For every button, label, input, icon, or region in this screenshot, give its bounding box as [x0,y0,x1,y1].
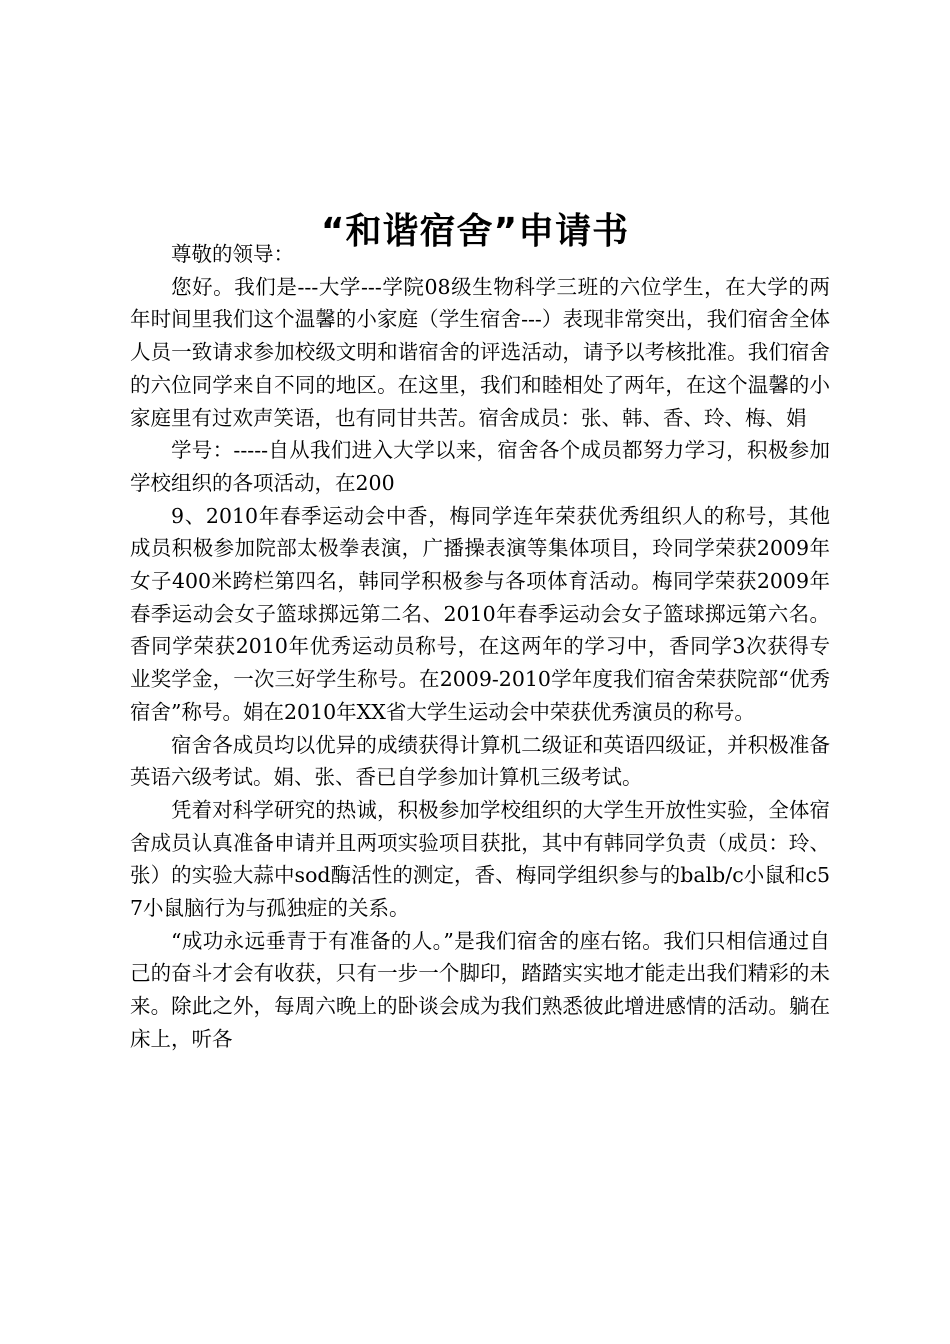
paragraph-sports-awards: 9、2010年春季运动会中香，梅同学连年荣获优秀组织人的称号，其他成员积极参加院部太极拳表演，广播操表演等集体项目，玲同学荣获2009年女子400米跨栏第四名，韩同学积极参与各项体育活动。梅同学荣获2009年春季运动会女子篮球掷远第二名、2010年春季运动会女子篮球掷远第六名。香同学荣获2010年优秀运动员称号，在这两年的学习中，香同学3次获得专业奖学金，一次三好学生称号。在2009-2010学年度我们宿舍荣获院部“优秀宿舍”称号。娟在2010年XX省大学生运动会中荣获优秀演员的称号。 [130,503,830,724]
paragraph-research: 凭着对科学研究的热诚，积极参加学校组织的大学生开放性实验，全体宿舍成员认真准备申请并且两项实验项目获批，其中有韩同学负责（成员：玲、张）的实验大蒜中sod酶活性的测定，香、梅同学组织参与的balb/c小鼠和c57小鼠脑行为与孤独症的关系。 [130,797,830,921]
paragraph-certificates: 宿舍各成员均以优异的成绩获得计算机二级证和英语四级证，并积极准备英语六级考试。娟、张、香已自学参加计算机三级考试。 [130,732,830,790]
paragraph-greeting: 您好。我们是---大学---学院08级生物科学三班的六位学生，在大学的两年时间里我们这个温馨的小家庭（学生宿舍---）表现非常突出，我们宿舍全体人员一致请求参加校级文明和谐宿舍的评选活动，请予以考核批准。我们宿舍的六位同学来自不同的地区。在这里，我们和睦相处了两年，在这个温馨的小家庭里有过欢声笑语，也有同甘共苦。宿舍成员：张、韩、香、玲、梅、娟 [130,274,830,430]
salutation: 尊敬的领导： [171,242,294,266]
paragraph-student-id: 学号：-----自从我们进入大学以来，宿舍各个成员都努力学习，积极参加学校组织的各项活动，在200 [130,438,830,495]
paragraph-motto: “成功永远垂青于有准备的人。”是我们宿舍的座右铭。我们只相信通过自己的奋斗才会有收获，只有一步一个脚印，踏踏实实地才能走出我们精彩的未来。除此之外，每周六晚上的卧谈会成为我们熟悉彼此增进感情的活动。躺在床上，听各 [130,928,830,1051]
document-body [130,238,830,1056]
document-title: “和谐宿舍”申请书 [320,211,630,253]
